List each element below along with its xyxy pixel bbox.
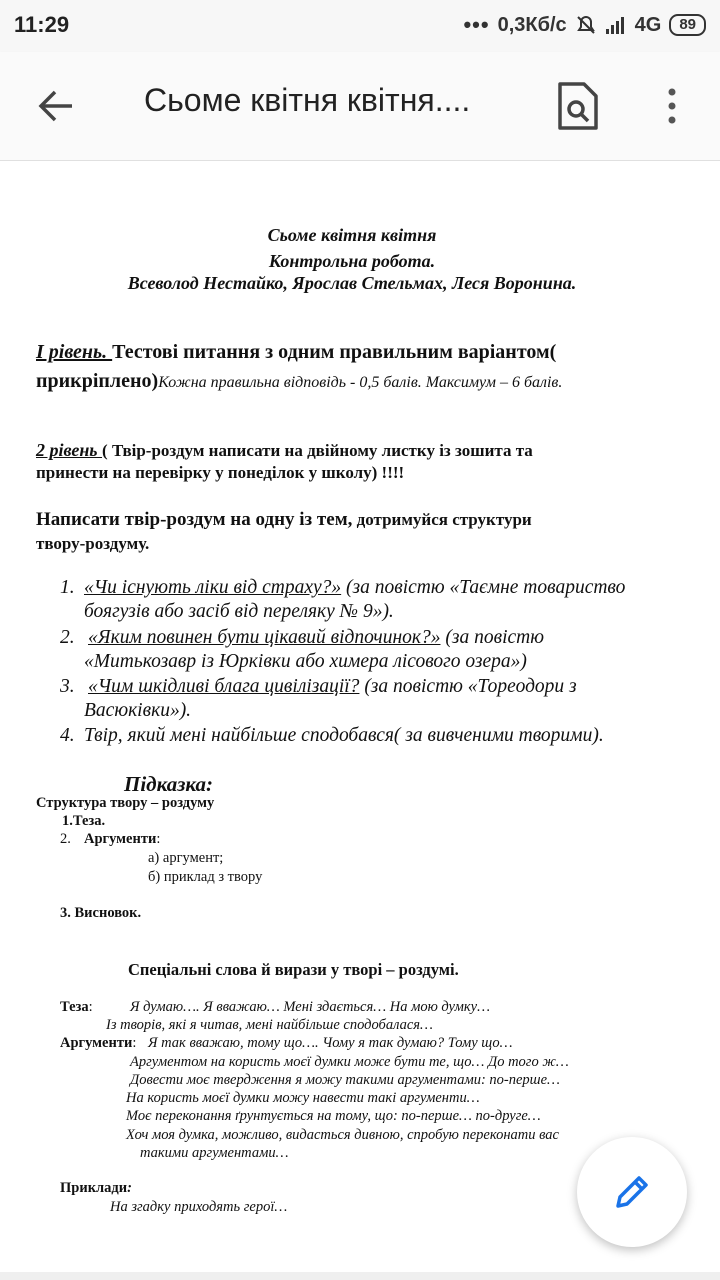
doc-heading-line3: Всеволод Нестайко, Ярослав Стельмах, Леся Воронина. bbox=[127, 273, 577, 293]
argument-phrase: Довести моє твердження я можу такими аргументами: по-перше… bbox=[130, 1072, 560, 1088]
app-bar bbox=[0, 52, 720, 161]
task-line2: твору-роздуму. bbox=[36, 534, 150, 553]
argument-phrase: Хоч моя думка, можливо, видасться дивною, спробую переконати вас bbox=[126, 1127, 559, 1143]
document-page[interactable] bbox=[0, 161, 720, 1273]
structure-item-conclusion: 3. Висновок. bbox=[60, 905, 142, 921]
topic-source: (за повістю bbox=[440, 627, 544, 648]
thesis-phrases-line2: Із творів, які я читав, мені найбільше сподобалася… bbox=[106, 1017, 433, 1033]
level1-label: І рівень. bbox=[36, 341, 113, 363]
topic-item-1-cont: боягузів або засіб від переляку № 9»). bbox=[84, 601, 394, 622]
topic-item-2 bbox=[60, 627, 544, 649]
battery-indicator: 89 bbox=[669, 14, 706, 36]
argument-phrase: На користь моєї думки можу навести такі аргументи… bbox=[126, 1090, 480, 1106]
structure-title: Структура твору – роздуму bbox=[36, 795, 215, 811]
topic-title: «Чим шкідливі блага цивілізації? bbox=[88, 676, 360, 697]
topic-title: «Чи існують ліки від страху?» bbox=[84, 577, 342, 598]
thesis-label: Теза bbox=[60, 999, 89, 1015]
task-line1b: дотримуйся структури bbox=[352, 510, 532, 529]
network-type: 4G bbox=[634, 13, 662, 36]
status-bar bbox=[0, 0, 720, 52]
hint-title: Підказка: bbox=[124, 772, 214, 796]
level1-note: Кожна правильна відповідь - 0,5 балів. Максимум – 6 балів. bbox=[158, 374, 563, 391]
topic-item-3 bbox=[60, 676, 577, 698]
notification-dots: ••• bbox=[463, 12, 490, 37]
edit-pencil-icon bbox=[612, 1172, 652, 1212]
level1-text1: Тестові питання з одним правильним варіантом( bbox=[112, 341, 557, 363]
level2-text1: ( Твір-роздум написати на двійному листку із зошита та bbox=[102, 441, 533, 460]
level1-line1 bbox=[36, 341, 556, 364]
level1-line2 bbox=[36, 370, 562, 393]
signal-icon bbox=[605, 15, 627, 35]
thesis-colon: : bbox=[88, 999, 93, 1015]
thesis-phrases-line1: Я думаю…. Я вважаю… Мені здається… На мою думку… bbox=[130, 999, 491, 1015]
topic-item-4 bbox=[60, 725, 604, 747]
arguments-colon: : bbox=[132, 1035, 137, 1051]
structure-item-number: 2. bbox=[60, 831, 71, 847]
level2-line1 bbox=[36, 440, 533, 461]
topic-number: 3. bbox=[60, 676, 75, 697]
level2-label: 2 рівень bbox=[36, 440, 103, 460]
level2-line2: принести на перевірку у понеділок у школу) !!!! bbox=[36, 463, 405, 482]
status-time: 11:29 bbox=[14, 12, 70, 37]
structure-item-label: Аргументи bbox=[84, 831, 157, 847]
bottom-edge bbox=[0, 1272, 720, 1280]
find-in-document-icon[interactable] bbox=[556, 82, 600, 130]
structure-sub-a: а) аргумент; bbox=[148, 850, 224, 866]
status-icons bbox=[463, 12, 706, 38]
argument-phrase: Аргументом на користь моєї думки може бути те, що… До того ж… bbox=[130, 1054, 569, 1070]
argument-phrase: Моє переконання ґрунтується на тому, що: по-перше… по-друге… bbox=[126, 1108, 541, 1124]
topic-title: «Яким повинен бути цікавий відпочинок?» bbox=[88, 627, 441, 648]
special-phrases-title: Спеціальні слова й вирази у творі – роздумі. bbox=[128, 960, 459, 979]
examples-row bbox=[60, 1180, 132, 1197]
topic-item-1 bbox=[60, 577, 625, 599]
structure-item-thesis: 1.Теза. bbox=[62, 813, 106, 829]
thesis-row bbox=[60, 999, 93, 1016]
topic-item-3-cont: Васюківки»). bbox=[84, 700, 192, 721]
argument-phrase: такими аргументами… bbox=[140, 1145, 289, 1161]
structure-item-arguments bbox=[60, 831, 160, 848]
topic-source: (за повістю «Таємне товариство bbox=[341, 577, 626, 598]
network-speed: 0,3Кб/с bbox=[497, 13, 567, 36]
topic-number: 4. bbox=[60, 725, 75, 746]
mute-icon bbox=[575, 14, 597, 36]
argument-phrase: Я так вважаю, тому що…. Чому я так думаю? Тому що… bbox=[148, 1035, 513, 1051]
examples-phrase: На згадку приходять герої… bbox=[110, 1199, 288, 1215]
task-line1 bbox=[36, 509, 532, 531]
examples-colon: : bbox=[127, 1180, 132, 1196]
topic-number: 2. bbox=[60, 627, 75, 648]
back-arrow-icon[interactable] bbox=[36, 86, 76, 126]
doc-heading-line2: Контрольна робота. bbox=[268, 251, 436, 271]
structure-sub-b: б) приклад з твору bbox=[148, 869, 263, 885]
document-title: Сьоме квітня квітня.... bbox=[144, 82, 471, 118]
arguments-row bbox=[60, 1035, 136, 1052]
edit-button[interactable] bbox=[577, 1137, 687, 1247]
topic-source: (за повістю «Тореодори з bbox=[359, 676, 577, 697]
more-vert-icon[interactable] bbox=[660, 86, 684, 126]
task-line1a: Написати твір-роздум на одну із тем, bbox=[36, 509, 353, 530]
topic-number: 1. bbox=[60, 577, 75, 598]
topic-item-2-cont: «Митькозавр із Юрківки або химера лісового озера») bbox=[84, 651, 527, 672]
topic-title: Твір, який мені найбільше сподобався( за вивченими творими). bbox=[84, 725, 604, 746]
doc-heading-line1: Сьоме квітня квітня bbox=[267, 225, 437, 245]
structure-item-colon: : bbox=[156, 831, 161, 847]
arguments-label: Аргументи bbox=[60, 1035, 133, 1051]
examples-label: Приклади bbox=[60, 1180, 128, 1196]
level1-text2: прикріплено) bbox=[36, 370, 159, 392]
